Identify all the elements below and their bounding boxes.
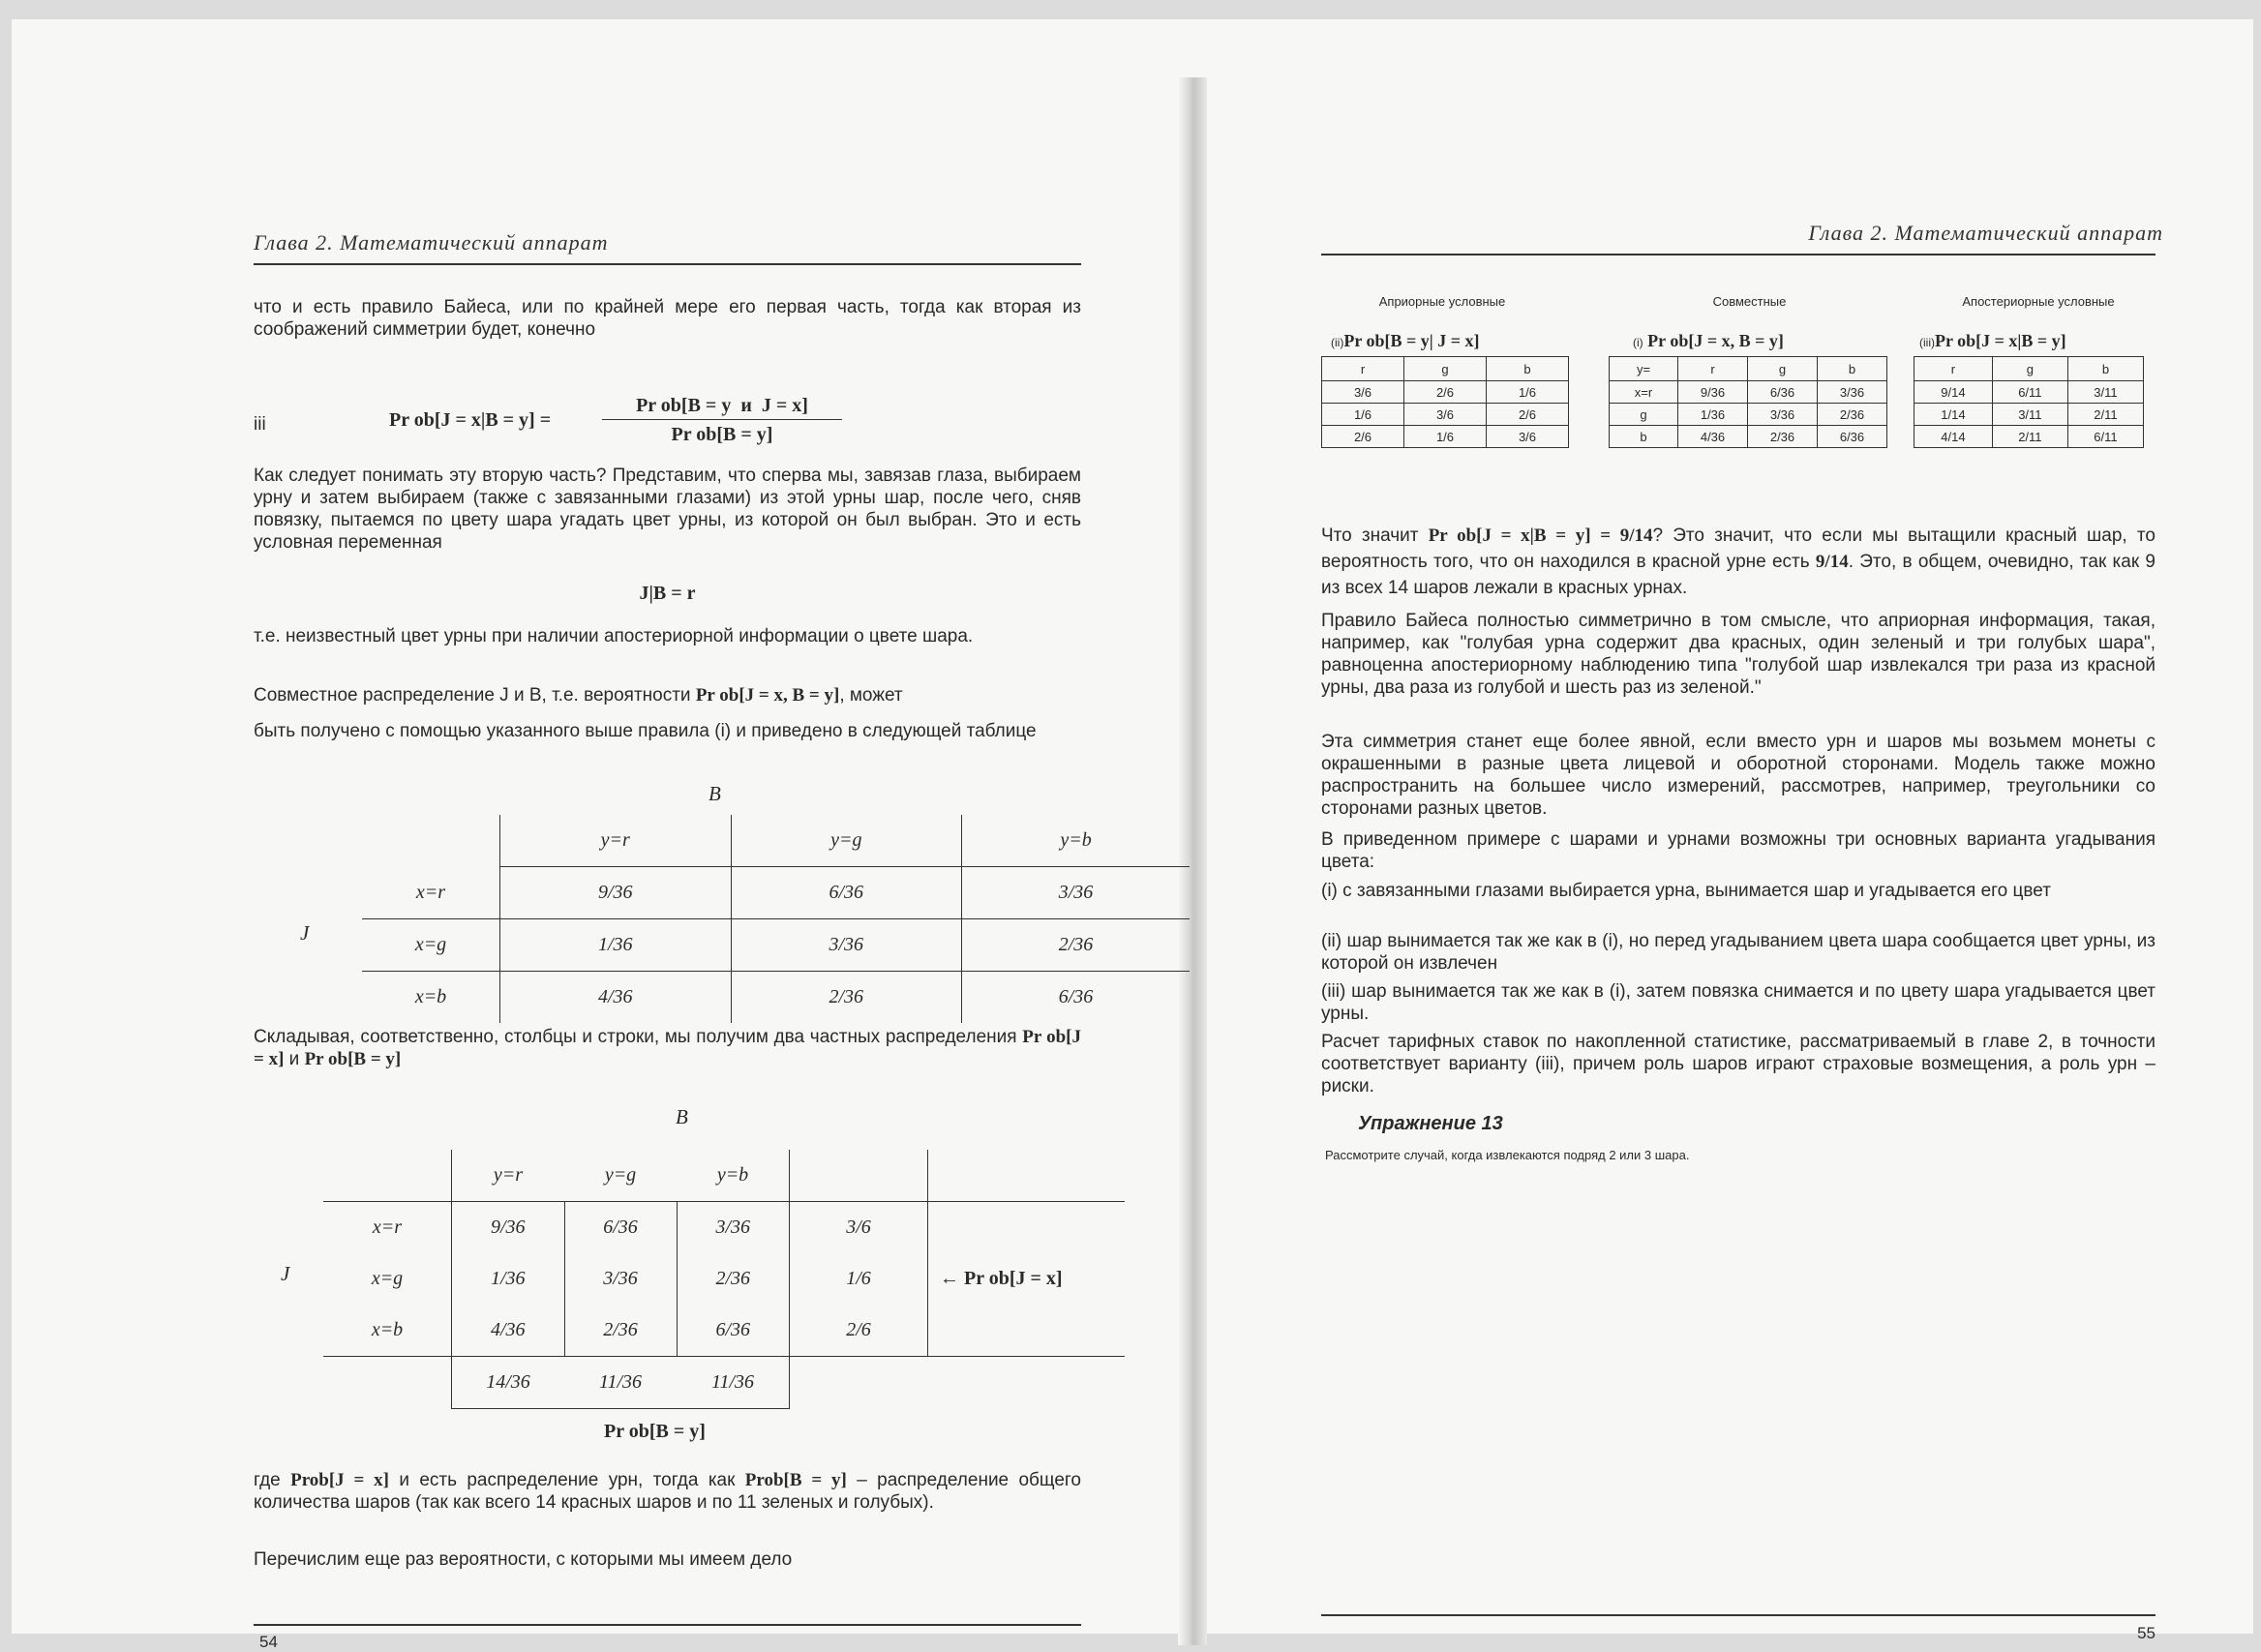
prior-header: r (1322, 357, 1404, 381)
left-paragraph-3: т.е. неизвестный цвет урны при наличии апостериорной информации о цвете шара. (254, 626, 974, 646)
bayes-equation-numerator: Pr ob[B = y и J = x] (602, 395, 842, 420)
posterior-table-formula: Pr ob[J = x|B = y] (1935, 331, 2066, 350)
left-paragraph-7 (254, 1469, 1081, 1514)
table2-row-head: x=g (371, 1268, 404, 1289)
prior-header: b (1487, 357, 1569, 381)
table1-row-label: J (300, 921, 310, 945)
posterior-cell: 4/14 (1914, 426, 1993, 448)
prior-cell: 2/6 (1322, 426, 1404, 448)
posterior-table-title (1919, 331, 2066, 351)
joint-cell: 4/36 (1678, 426, 1748, 448)
table2-cell: 4/36 (452, 1305, 565, 1357)
prior-cell: 3/6 (1487, 426, 1569, 448)
prior-table-number: (ii) (1331, 336, 1344, 349)
posterior-header: b (2067, 357, 2143, 381)
joint-table-formula: Pr ob[J = x, B = y] (1647, 331, 1784, 350)
right-paragraph-2: Правило Байеса полностью симметрично в том смысле, что априорная информация, такая, например, как "голубая урна содержит два красных, один зеленый и три голубых шара", равноценна апостериорному наблюдению типа "голубой шар извлекался три раза из красной урны, два раза из голубой и шесть раз из зеленой." (1321, 611, 2155, 698)
table2-row-head: x=r (372, 1216, 403, 1238)
table1-header-cell: y=b (962, 815, 1190, 867)
p7-text-a: где (254, 1470, 291, 1490)
prior-table-formula: Pr ob[B = y| J = x] (1343, 331, 1480, 350)
prior-table-title (1331, 331, 1479, 351)
right-running-header: Глава 2. Математический аппарат (1808, 221, 2163, 245)
posterior-cell: 3/11 (2067, 381, 2143, 404)
table1-cell: 6/36 (962, 972, 1190, 1024)
joint-row-head: g (1610, 404, 1678, 426)
conditional-variable-equation: J|B = r (639, 583, 696, 604)
left-paragraph-2: Как следует понимать эту вторую часть? Представим, что сперва мы, завязав глаза, выбираем урну и затем выбираем (также с завязанными глазами) из этой урны шар, после чего, сняв повязку, пытаемся по цвету шара угадать цвет урны, из которой он был выбран. Это и есть условная переменная (254, 466, 1081, 553)
left-page-number: 54 (259, 1633, 278, 1651)
joint-cell: 1/36 (1678, 404, 1748, 426)
joint-cell: 3/36 (1748, 404, 1818, 426)
left-footer-rule (254, 1624, 1081, 1626)
posterior-cell: 1/14 (1914, 404, 1993, 426)
posterior-header: r (1914, 357, 1993, 381)
posterior-cell: 6/11 (1992, 381, 2067, 404)
joint-table-title (1633, 331, 1784, 351)
table1-cell: 6/36 (731, 867, 962, 919)
p7-text-c: – распределение общего количества шаров (так как всего 14 красных шаров и по 11 зеленых и голубых). (254, 1470, 1081, 1513)
book-spread (12, 19, 2253, 1651)
posterior-cell: 3/11 (1992, 404, 2067, 426)
joint-probability-table (1609, 356, 1887, 448)
right-paragraph-5: (i) с завязанными глазами выбирается урна, вынимается шар и угадывается его цвет (1321, 881, 2051, 901)
joint-cell: 6/36 (1748, 381, 1818, 404)
joint-cell: 9/36 (1678, 381, 1748, 404)
table1-cell: 3/36 (962, 867, 1190, 919)
joint-table-caption: Совместные (1712, 294, 1787, 309)
posterior-header: g (1992, 357, 2067, 381)
table2-row-total: 3/6 (790, 1202, 928, 1254)
prior-cell: 1/6 (1487, 381, 1569, 404)
p4-math: Pr ob[J = x, B = y] (695, 685, 840, 706)
right-paragraph-8: Расчет тарифных ставок по накопленной статистике, рассматриваемый в главе 2, в точности соответствует варианту (iii), причем роль шаров играют страховые возмещения, а роль урн – риски. (1321, 1032, 2155, 1096)
prior-cell: 1/6 (1404, 426, 1487, 448)
posterior-cell: 2/11 (1992, 426, 2067, 448)
table2-header-cell: y=g (604, 1164, 637, 1186)
joint-header: b (1818, 357, 1887, 381)
table1-header-cell: y=g (731, 815, 962, 867)
table2-row-total: 2/6 (790, 1305, 928, 1357)
left-paragraph-4 (254, 684, 1081, 706)
table1-cell: 4/36 (500, 972, 732, 1024)
p4-text-a: Совместное распределение J и B, т.е. вероятности (254, 685, 696, 706)
marginal-distribution-table (323, 1150, 1125, 1409)
exercise-text: Рассмотрите случай, когда извлекаются подряд 2 или 3 шара. (1325, 1148, 1690, 1162)
table2-header-cell: y=r (452, 1150, 565, 1202)
table2-cell: 9/36 (452, 1202, 565, 1254)
joint-cell: 6/36 (1818, 426, 1887, 448)
prior-table-caption: Априорные условные (1378, 294, 1506, 309)
table1-row-head: x=r (415, 881, 446, 903)
prior-conditional-table (1321, 356, 1569, 448)
posterior-table-caption: Апостериорные условные (1962, 294, 2115, 309)
p7-math-1: Prob[J = x] (290, 1470, 389, 1490)
prior-cell: 3/6 (1322, 381, 1404, 404)
joint-table-number: (i) (1633, 336, 1643, 349)
table1-cell: 9/36 (500, 867, 732, 919)
joint-cell: 2/36 (1818, 404, 1887, 426)
right-paragraph-7: (iii) шар вынимается так же как в (i), затем повязка снимается и по цвету шара угадывается цвет урны. (1321, 981, 2155, 1024)
right-footer-rule (1321, 1614, 2155, 1616)
posterior-conditional-table (1914, 356, 2144, 448)
joint-row-head: x=r (1610, 381, 1678, 404)
joint-header: g (1748, 357, 1818, 381)
rp1-text-b: ? Это значит, что если мы вытащили красный шар, то вероятность того, что он находился в красной урне есть (1321, 526, 2155, 572)
table2-cell: 6/36 (564, 1202, 677, 1254)
table2-col-label: B (676, 1105, 688, 1128)
table2-row-label: J (281, 1262, 290, 1285)
table1-cell: 2/36 (962, 919, 1190, 972)
p6-and: и (284, 1049, 305, 1069)
equation-label: iii (254, 414, 266, 435)
column-total-caption: Pr ob[B = y] (604, 1421, 706, 1442)
prior-header: g (1404, 357, 1487, 381)
left-paragraph-5: быть получено с помощью указанного выше правила (i) и приведено в следующей таблице (254, 721, 1037, 741)
joint-header: r (1678, 357, 1748, 381)
left-paragraph-8: Перечислим еще раз вероятности, с которыми мы имеем дело (254, 1549, 793, 1570)
rp1-text-c: . Это, в общем, очевидно, так как 9 из всех 14 шаров лежали в красных урнах. (1321, 552, 2155, 598)
table2-col-total: 14/36 (452, 1357, 565, 1409)
prior-cell: 3/6 (1404, 404, 1487, 426)
joint-distribution-table (362, 815, 1190, 1023)
left-paragraph-1: что и есть правило Байеса, или по крайней мере его первая часть, тогда как вторая из соображений симметрии будет, конечно (254, 297, 1081, 340)
table1-cell: 1/36 (500, 919, 732, 972)
prior-cell: 1/6 (1322, 404, 1404, 426)
rp1-math: Pr ob[J = x|B = y] = 9/14 (1428, 526, 1653, 546)
joint-header: y= (1610, 357, 1678, 381)
p6-math-1: Pr ob[J = x] (254, 1027, 1081, 1069)
table2-cell: 1/36 (452, 1253, 565, 1305)
table2-cell: 2/36 (564, 1305, 677, 1357)
rp1-math-2: 9/14 (1815, 552, 1849, 572)
posterior-cell: 6/11 (2067, 426, 2143, 448)
table1-header-cell: y=r (500, 815, 732, 867)
right-paragraph-3: Эта симметрия станет еще более явной, если вместо урн и шаров мы возьмем монеты с окрашенными в разные цвета лицевой и оборотной сторонами. Модель также можно распространить на большее число измерений, рассмотрев, например, треугольники со сторонами разных цветов. (1321, 732, 2155, 819)
right-paragraph-1 (1321, 523, 2155, 601)
posterior-cell: 9/14 (1914, 381, 1993, 404)
right-paragraph-4: В приведенном примере с шарами и урнами возможны три основных варианта угадывания цвета: (1321, 829, 2155, 872)
prior-cell: 2/6 (1404, 381, 1487, 404)
table1-col-label: B (708, 782, 721, 805)
p7-text-b: и есть распределение урн, тогда как (389, 1470, 745, 1490)
left-paragraph-6 (254, 1026, 1081, 1070)
table2-cell: 3/36 (564, 1253, 677, 1305)
table2-row-head: x=b (371, 1319, 404, 1340)
table2-cell: 3/36 (715, 1216, 751, 1238)
table1-row-head: x=b (414, 986, 447, 1007)
table2-cell: 6/36 (715, 1319, 751, 1340)
p6-math-2: Pr ob[B = y] (304, 1049, 402, 1069)
table2-header-cell: y=b (716, 1164, 749, 1186)
joint-cell: 2/36 (1748, 426, 1818, 448)
p6-text: Складывая, соответственно, столбцы и строки, мы получим два частных распределения (254, 1027, 1023, 1047)
right-header-rule (1321, 254, 2155, 255)
table1-row-head: x=g (414, 934, 447, 955)
table1-cell: 3/36 (731, 919, 962, 972)
table2-col-total: 11/36 (677, 1357, 790, 1409)
rp1-text-a: Что значит (1321, 526, 1429, 546)
p7-math-2: Prob[B = y] (744, 1470, 847, 1490)
left-running-header: Глава 2. Математический аппарат (254, 230, 609, 255)
prior-cell: 2/6 (1487, 404, 1569, 426)
table2-col-total: 11/36 (564, 1357, 677, 1409)
right-paragraph-6: (ii) шар вынимается так же как в (i), но перед угадыванием цвета шара сообщается цвет урны, из которой он извлечен (1321, 931, 2155, 974)
table2-row-total: 1/6 (790, 1253, 928, 1305)
exercise-title: Упражнение 13 (1358, 1113, 1503, 1134)
row-total-arrow-label: ← Pr ob[J = x] (928, 1253, 1126, 1305)
table2-cell: 2/36 (715, 1268, 751, 1289)
joint-row-head: b (1610, 426, 1678, 448)
p4-text-b: , может (839, 685, 903, 706)
posterior-cell: 2/11 (2067, 404, 2143, 426)
bayes-equation-lhs: Pr ob[J = x|B = y] = (389, 409, 552, 431)
joint-cell: 3/36 (1818, 381, 1887, 404)
right-page-number: 55 (2137, 1624, 2155, 1642)
left-header-rule (254, 263, 1081, 265)
table1-cell: 2/36 (731, 972, 962, 1024)
posterior-table-number: (iii) (1919, 336, 1935, 349)
bayes-equation-denominator: Pr ob[B = y] (671, 424, 773, 445)
